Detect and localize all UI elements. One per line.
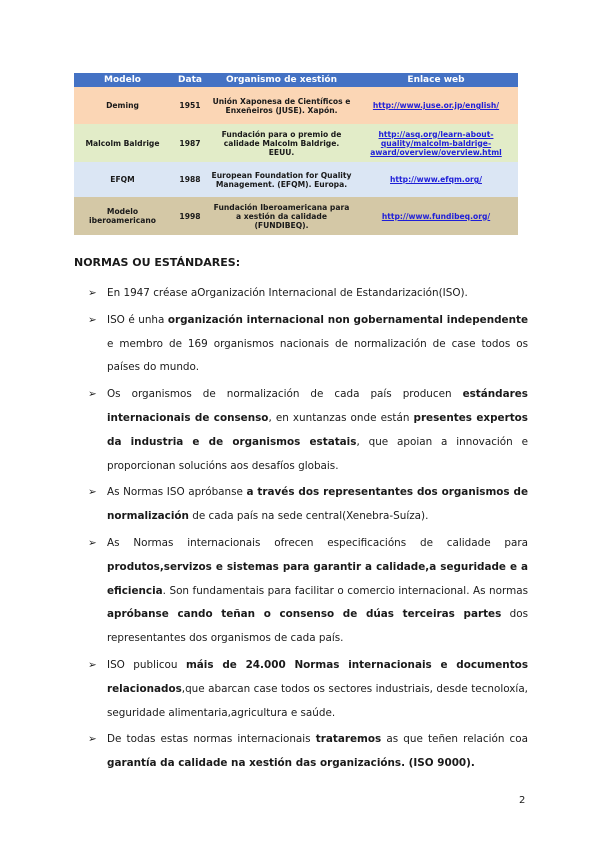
list-item	[88, 532, 528, 651]
cell-organismo: European Foundation for Quality Management. (EFQM). Europa.	[209, 162, 354, 197]
item-text: dos representantes dos organismos de cada país.	[107, 608, 529, 645]
list-item	[88, 282, 528, 306]
cell-modelo: Deming	[74, 87, 171, 124]
item-text: ISO é unha	[107, 313, 168, 326]
cell-modelo: Modelo iberoamericano	[74, 197, 171, 235]
item-text: As Normas ISO apróbanse	[107, 486, 247, 499]
cell-data: 1987	[171, 124, 209, 162]
arrow-bullet-icon: ➢	[88, 658, 97, 671]
item-text: de cada país na sede central(Xenebra-Suíza).	[188, 510, 429, 523]
item-bold-text: estándares internacionais de consenso	[107, 388, 528, 424]
table-row	[74, 124, 518, 162]
item-bold-text: apróbanse cando teñan o consenso de dúas terceiras partes	[107, 608, 502, 621]
cell-enlace-link[interactable]: http://www.efqm.org/	[354, 162, 518, 197]
cell-enlace-link[interactable]: http://www.juse.or.jp/english/	[354, 87, 518, 124]
arrow-bullet-icon: ➢	[88, 733, 97, 746]
cell-organismo: Fundación para o premio de calidade Malcolm Baldrige. EEUU.	[209, 124, 354, 162]
cell-data: 1988	[171, 162, 209, 197]
col-header-enlace: Enlace web	[354, 73, 518, 87]
list-item	[88, 728, 528, 776]
arrow-bullet-icon: ➢	[88, 287, 97, 299]
cell-organismo: Fundación Iberoamericana para a xestión da calidade (FUNDIBEQ).	[209, 197, 354, 235]
bullet-list	[88, 282, 528, 779]
item-text: Os organismos de normalización de cada país producen	[107, 388, 463, 401]
table-row	[74, 87, 518, 124]
list-item	[88, 481, 528, 529]
col-header-organismo: Organismo de xestión	[209, 73, 354, 87]
item-text: As Normas internacionais ofrecen especificacións de calidade para	[107, 536, 528, 549]
item-bold-text: presentes expertos da industria e de organismos estatais	[107, 411, 528, 448]
item-text: , en xuntanzas onde están	[268, 411, 414, 424]
cell-modelo: Malcolm Baldrige	[74, 124, 171, 162]
list-item	[88, 309, 528, 380]
item-bold-text: trataremos	[315, 733, 382, 746]
cell-modelo: EFQM	[74, 162, 171, 197]
col-header-modelo: Modelo	[74, 73, 171, 87]
table-row	[74, 197, 518, 235]
cell-enlace-link[interactable]: http://www.fundibeq.org/	[354, 197, 518, 235]
item-bold-text: a través dos representantes dos organismos de normalización	[107, 486, 528, 523]
col-header-data: Data	[171, 73, 209, 87]
item-text: as que teñen relación coa	[381, 733, 528, 746]
page-number: 2	[519, 795, 526, 806]
table-header-row	[74, 73, 518, 87]
cell-enlace-link[interactable]: http://asq.org/learn-about-quality/malcolm-baldrige-award/overview/overview.html	[354, 124, 518, 162]
item-bold-text: produtos,servizos e sistemas para garantir a calidade,a seguridade e a eficiencia	[107, 560, 528, 597]
item-bold-text: garantía da calidade na xestión das organizacións. (ISO 9000).	[107, 757, 475, 770]
item-text: ISO publicou	[107, 658, 186, 671]
list-item	[88, 654, 528, 725]
item-text: . Son fundamentais para facilitar o comercio internacional. As normas	[162, 584, 528, 597]
item-text: e membro de 169 organismos nacionais de normalización de case todos os países do mundo.	[107, 337, 528, 374]
arrow-bullet-icon: ➢	[88, 486, 97, 499]
item-text: En 1947 créase aOrganización Internacional de Estandarización(ISO).	[107, 287, 468, 299]
item-text: ,que abarcan case todos os sectores industriais, desde tecnoloxía, seguridade alimentaria,agricultura e saúde.	[107, 682, 528, 719]
cell-data: 1951	[171, 87, 209, 124]
arrow-bullet-icon: ➢	[88, 388, 97, 401]
arrow-bullet-icon: ➢	[88, 536, 97, 549]
cell-data: 1998	[171, 197, 209, 235]
cell-organismo: Unión Xaponesa de Científicos e Enxeñeiros (JUSE). Xapón.	[209, 87, 354, 124]
item-text: De todas estas normas internacionais	[107, 733, 316, 746]
item-bold-text: máis de 24.000 Normas internacionais e documentos relacionados	[107, 658, 528, 695]
models-table	[74, 73, 518, 235]
arrow-bullet-icon: ➢	[88, 313, 97, 326]
section-heading: NORMAS OU ESTÁNDARES:	[74, 256, 241, 269]
list-item	[88, 383, 528, 478]
item-text: , que apoian a innovación e proporcionan solucións aos desafíos globais.	[107, 435, 528, 472]
item-bold-text: organización internacional non gobernamental independente	[167, 313, 528, 326]
table-row	[74, 162, 518, 197]
